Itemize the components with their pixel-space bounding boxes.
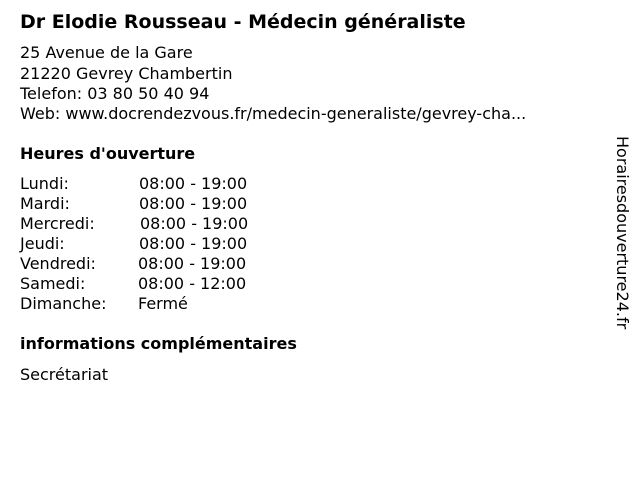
hours-day-label: Lundi: [20, 174, 69, 193]
hours-day-label: Dimanche: [20, 294, 107, 313]
address-street: 25 Avenue de la Gare [20, 43, 193, 62]
hours-day-label: Jeudi: [20, 234, 65, 253]
hours-day-label: Mardi: [20, 194, 70, 213]
hours-day-label: Samedi: [20, 274, 86, 293]
opening-hours-heading: Heures d'ouverture [20, 144, 196, 163]
hours-day-label: Mercredi: [20, 214, 95, 233]
hours-time-value: 08:00 - 19:00 [139, 234, 248, 253]
hours-time-value: Fermé [138, 294, 188, 313]
phone-line: Telefon: 03 80 50 40 94 [20, 84, 210, 103]
hours-time-value: 08:00 - 12:00 [138, 274, 247, 293]
page-title: Dr Elodie Rousseau - Médecin généraliste [20, 11, 466, 33]
web-link[interactable]: Web: www.docrendezvous.fr/medecin-generaliste/gevrey-cha... [20, 104, 527, 123]
hours-day-label: Vendredi: [20, 254, 96, 273]
additional-info-text: Secrétariat [20, 365, 109, 384]
hours-time-value: 08:00 - 19:00 [138, 254, 247, 273]
additional-info-heading: informations complémentaires [20, 334, 297, 353]
hours-time-value: 08:00 - 19:00 [140, 214, 249, 233]
hours-time-value: 08:00 - 19:00 [139, 194, 248, 213]
address-city: 21220 Gevrey Chambertin [20, 64, 233, 83]
site-brand-vertical[interactable]: Horairesdouverture24.fr [613, 136, 632, 330]
hours-time-value: 08:00 - 19:00 [139, 174, 248, 193]
